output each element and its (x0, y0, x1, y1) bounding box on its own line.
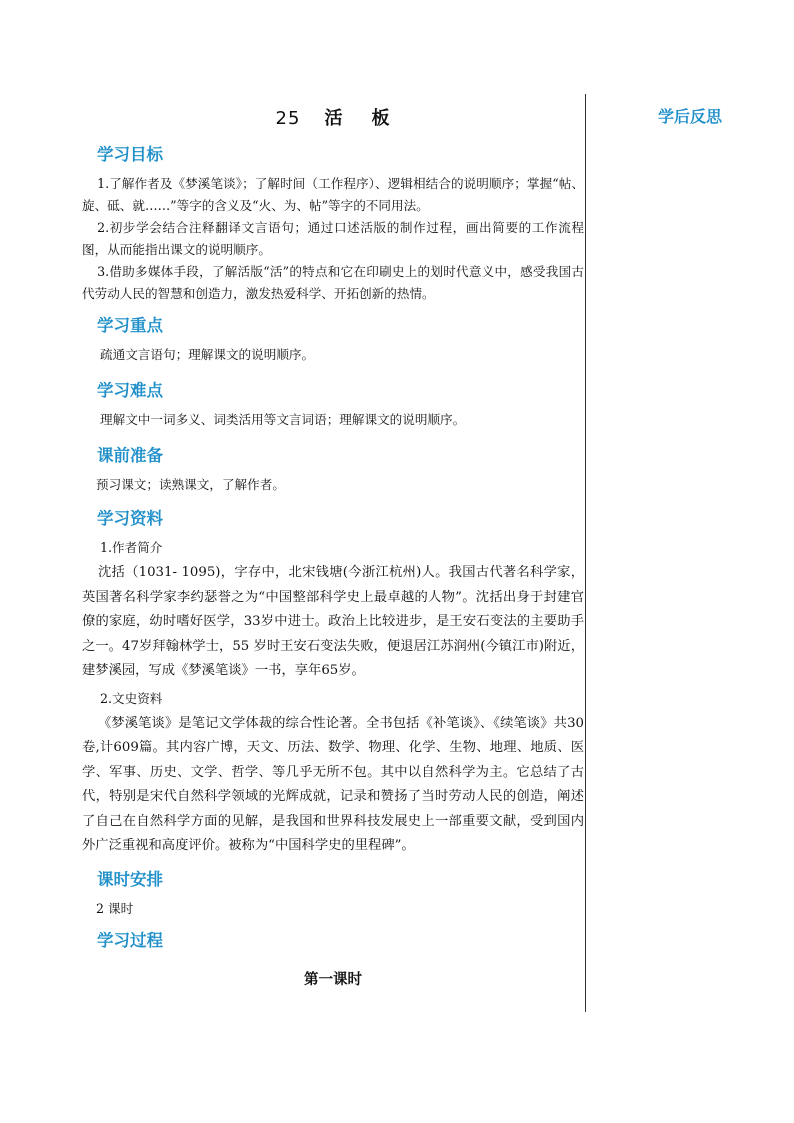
title-char-2: 板 (371, 108, 391, 129)
key-points-heading: 学习重点 (97, 316, 163, 335)
lesson-number: 25 (275, 108, 301, 129)
column-divider (585, 94, 586, 1012)
work-subheading: 2.文史资料 (100, 690, 163, 706)
reflection-column (600, 100, 780, 127)
schedule-heading: 课时安排 (97, 869, 163, 889)
key-points-block (82, 344, 584, 366)
materials-heading: 学习资料 (97, 509, 163, 528)
difficulties-heading: 学习难点 (97, 381, 163, 400)
objectives-list (82, 173, 584, 305)
objective-item: 2.初步学会结合注释翻译文言语句；通过口述活版的制作过程，画出简要的工作流程图，从而能指出课文的说明顺序。 (82, 220, 584, 257)
main-column (82, 100, 584, 989)
work-text: 《梦溪笔谈》是笔记文学体裁的综合性论著。全书包括《补笔谈》、《续笔谈》共30卷,计609篇。其内容广博，天文、历法、数学、物理、化学、生物、地理、地质、医学、军事、历史、文学、哲学、等几乎无所不包。其中以自然科学为主。它总结了古代，特别是宋代自然科学领域的光辉成就，记录和赞扬了当时劳动人民的创造，阐述了自己在自然科学方面的见解，是我国和世界科技发展史上一部重要文献，受到国内外广泛重视和高度评价。被称为“中国科学史的里程碑”。 (82, 715, 584, 853)
difficulties-text: 理解文中一词多义、词类活用等文言词语；理解课文的说明顺序。 (100, 412, 466, 427)
title-char-1: 活 (324, 108, 344, 129)
materials-block (82, 537, 584, 859)
author-text: 沈括（1031- 1095)，字存中，北宋钱塘(今浙江杭州)人。我国古代著名科学家，英国著名科学家李约瑟誉之为“中国整部科学史上最卓越的人物”。沈括出身于封建官僚的家庭，幼时嗜好医学，33岁中进士。政治上比较进步，是王安石变法的主要助手之一。47岁拜翰林学士，55 岁时王安石变法失败，便退居江苏润州(今镇江市)附近，建梦溪园，写成《梦溪笔谈》一书，享年65岁。 (82, 565, 584, 678)
process-heading: 学习过程 (97, 930, 163, 950)
objective-item: 3.借助多媒体手段，了解活版“活”的特点和它在印刷史上的划时代意义中，感受我国古代劳动人民的智慧和创造力，激发热爱科学、开拓创新的热情。 (82, 264, 584, 301)
author-subheading: 1.作者简介 (100, 540, 163, 555)
key-points-text: 疏通文言语句；理解课文的说明顺序。 (100, 347, 315, 362)
objective-item: 1.了解作者及《梦溪笔谈》；了解时间（工作程序）、逻辑相结合的说明顺序；掌握“帖、 旋、砥、就……”等字的含义及“火、为、帖”等字的不同用法。 (82, 176, 584, 213)
objectives-heading: 学习目标 (97, 145, 163, 164)
preparation-heading: 课前准备 (97, 446, 163, 465)
difficulties-block (82, 409, 584, 431)
schedule-block (82, 898, 584, 920)
page-title (82, 104, 584, 128)
preparation-text: 预习课文；读熟课文，了解作者。 (96, 477, 285, 492)
preparation-block (82, 474, 584, 496)
lesson-heading: 第一课时 (304, 970, 362, 988)
reflection-heading: 学后反思 (657, 107, 722, 126)
schedule-text: 2 课时 (96, 900, 134, 916)
